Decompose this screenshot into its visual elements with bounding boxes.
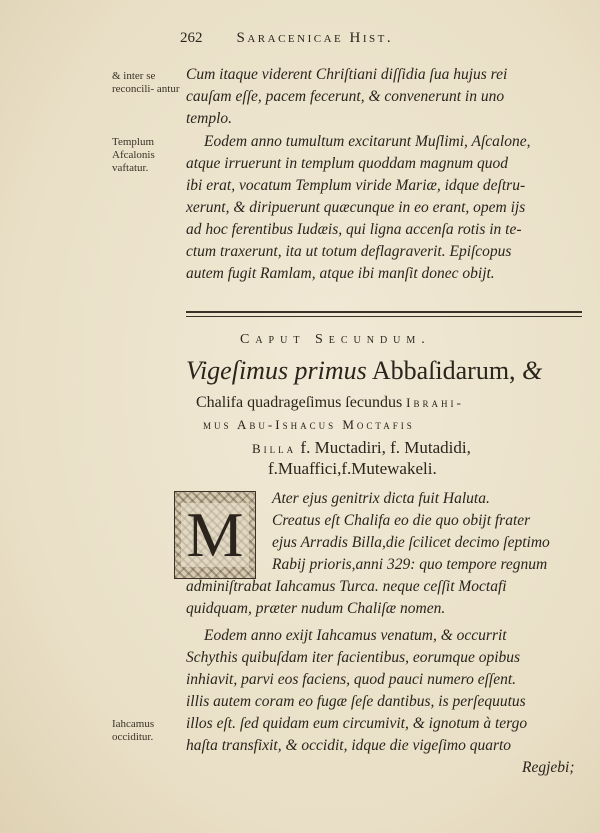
chapter-title-line-3 xyxy=(203,416,415,434)
drop-cap-letter: M xyxy=(181,503,250,567)
title-roman: Chalifa quadrageſimus ſecundus xyxy=(196,394,403,411)
text-line: autem fugit Ramlam, atque ibi manſit donec obijt. xyxy=(186,265,495,282)
text-line: quidquam, præter nudum Chaliſæ nomen. xyxy=(186,600,446,617)
title-roman: f. Muctadiri, f. Mutadidi, xyxy=(300,438,471,457)
title-roman: f.Muaffici,f.Mutewakeli. xyxy=(268,459,437,478)
chapter-title-line-2 xyxy=(196,394,464,412)
text-line: templo. xyxy=(186,110,233,127)
page-header xyxy=(180,30,510,54)
text-line: adminiſtrabat Iahcamus Turca. neque ceſſit Moctafi xyxy=(186,578,507,595)
decorated-initial xyxy=(174,491,256,579)
text-line: Creatus eſt Chalifa eo die quo obijt frater xyxy=(272,512,531,529)
text-line: xerunt, & diripuerunt quæcunque in eo erant, opem ijs xyxy=(186,199,526,216)
catchword: Regjebi; xyxy=(522,759,575,776)
text-line: ad hoc ferentibus Iudæis, qui ligna accenſa rotis in te- xyxy=(186,221,522,238)
margin-note-reconciliation: & inter se reconcili- antur xyxy=(112,70,180,95)
text-line: Eodem anno exijt Iahcamus venatum, & occurrit xyxy=(204,627,507,644)
text-line: ejus Arradis Billa,die ſcilicet decimo ſeptimo xyxy=(272,534,550,551)
title-ampersand: & xyxy=(522,356,543,385)
margin-note-iahcamus: Iahcamus occiditur. xyxy=(112,718,155,743)
section-divider-rule xyxy=(186,311,582,317)
title-small-caps: mus Abu-Ishacus Moctafis xyxy=(203,417,415,432)
chapter-title-line-1 xyxy=(186,356,542,386)
title-roman: Abbaſidarum, xyxy=(371,356,516,385)
text-line: atque irruerunt in templum quoddam magnum quod xyxy=(186,155,509,172)
text-line: cauſam eſſe, pacem fecerunt, & convenerunt in uno xyxy=(186,88,505,105)
chapter-title-line-4 xyxy=(252,438,471,458)
text-line: inhiavit, parvi eos faciens, quod pauci numero eſſent. xyxy=(186,671,517,688)
title-small-caps: Billa xyxy=(252,441,297,456)
text-line: illis autem coram eo fugæ ſeſe dantibus, is perſequutus xyxy=(186,693,526,710)
text-line: haſta transfixit, & occidit, idque die vigeſimo quarto xyxy=(186,737,512,754)
chapter-heading: Caput Secundum. xyxy=(240,332,431,347)
text-line: Cum itaque viderent Chriſtiani diſſidia ſua hujus rei xyxy=(186,66,508,83)
text-line: Schythis quibuſdam iter facientibus, eorumque opibus xyxy=(186,649,521,666)
text-line: Ater ejus genitrix dicta fuit Haluta. xyxy=(272,490,490,507)
page-number: 262 xyxy=(180,30,203,46)
text-line: Rabij prioris,anni 329: quo tempore regnum xyxy=(272,556,548,573)
running-title: Saracenicae Hist. xyxy=(236,30,394,46)
text-line: ctum traxerunt, ita ut totum deflagraverit. Epiſcopus xyxy=(186,243,512,260)
title-small-caps: Ibrahi- xyxy=(406,395,464,410)
margin-note-templum: Templum Afcalonis vaftatur. xyxy=(112,136,155,174)
chapter-title-line-5 xyxy=(268,459,437,479)
text-line: ibi erat, vocatum Templum viride Mariæ, idque deſtru- xyxy=(186,177,526,194)
text-line: Eodem anno tumultum excitarunt Muſlimi, Aſcalone, xyxy=(204,133,531,150)
title-italic: Vigeſimus primus xyxy=(186,356,367,385)
text-line: illos eſt. ſed quidam eum circumivit, & ignotum à tergo xyxy=(186,715,528,732)
